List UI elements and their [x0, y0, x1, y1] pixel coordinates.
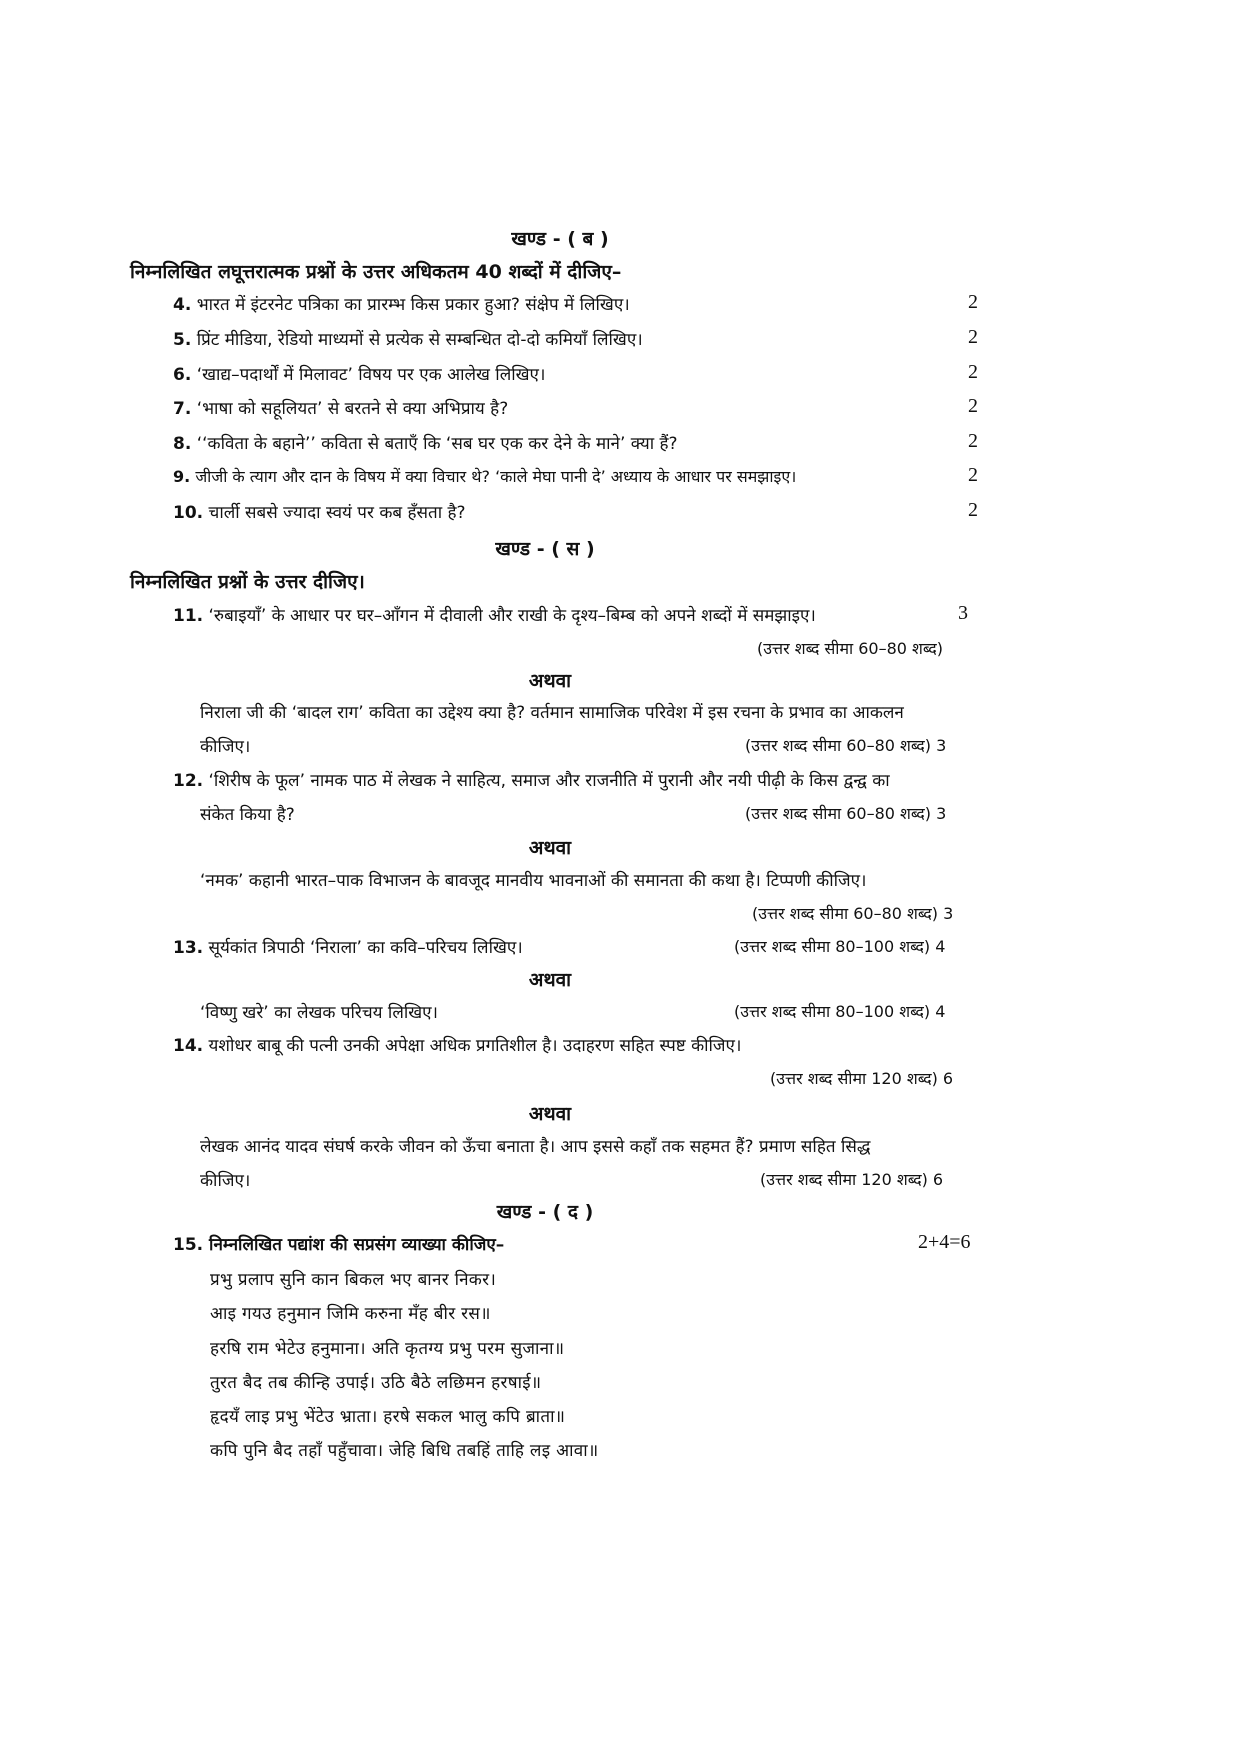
question-10	[173, 500, 466, 523]
question-11	[173, 603, 816, 626]
question-5-marks: 2	[968, 326, 978, 348]
question-text: ‘शिरीष के फूल’ नामक पाठ में लेखक ने साहित्य, समाज और राजनीति में पुरानी और नयी पीढ़ी के किस द्वन्द्व का	[208, 771, 890, 791]
section-c-instruction: निम्नलिखित प्रश्नों के उत्तर दीजिए।	[130, 571, 365, 593]
question-8	[173, 431, 678, 454]
question-number: 6.	[173, 365, 192, 385]
question-11-marks: 3	[958, 602, 968, 624]
question-6-marks: 2	[968, 361, 978, 383]
question-9-marks: 2	[968, 464, 978, 486]
or-label: अथवा	[528, 969, 572, 991]
question-12-line2: संकेत किया है?	[200, 805, 295, 825]
question-number: 12.	[173, 771, 204, 791]
question-number: 10.	[173, 503, 204, 523]
question-12	[173, 768, 890, 791]
question-13	[173, 935, 523, 958]
verse-line-1: प्रभु प्रलाप सुनि कान बिकल भए बानर निकर।	[210, 1270, 497, 1290]
question-number: 14.	[173, 1036, 204, 1056]
section-d-title: खण्ड - ( द )	[496, 1201, 594, 1223]
verse-line-4: तुरत बैद तब कीन्हि उपाई। उठि बैठे लछिमन हरषाई॥	[210, 1373, 542, 1393]
question-number: 13.	[173, 938, 204, 958]
question-11-alt-line2: कीजिए।	[200, 737, 251, 757]
question-15-marks: 2+4=6	[918, 1231, 971, 1253]
question-8-marks: 2	[968, 430, 978, 452]
question-number: 11.	[173, 606, 204, 626]
question-11-alt-word-limit: (उत्तर शब्द सीमा 60–80 शब्द) 3	[745, 736, 947, 755]
question-text: ‘‘कविता के बहाने’’ कविता से बताएँ कि ‘सब घर एक कर देने के माने’ क्या हैं?	[196, 434, 678, 454]
question-13-word-limit: (उत्तर शब्द सीमा 80–100 शब्द) 4	[734, 937, 946, 956]
question-11-alt-line1: निराला जी की ‘बादल राग’ कविता का उद्देश्य क्या है? वर्तमान सामाजिक परिवेश में इस रचना के प्रभाव का आकलन	[200, 703, 904, 723]
question-12-alt-word-limit: (उत्तर शब्द सीमा 60–80 शब्द) 3	[752, 904, 954, 923]
question-text: निम्नलिखित पद्यांश की सप्रसंग व्याख्या कीजिए–	[209, 1235, 505, 1255]
verse-line-6: कपि पुनि बैद तहाँ पहुँचावा। जेहि बिधि तबहिं ताहि लइ आवा॥	[210, 1441, 599, 1461]
section-b-instruction: निम्नलिखित लघूत्तरात्मक प्रश्नों के उत्तर अधिकतम 40 शब्दों में दीजिए–	[130, 261, 622, 283]
question-14-alt-word-limit: (उत्तर शब्द सीमा 120 शब्द) 6	[760, 1170, 944, 1189]
question-4-marks: 2	[968, 291, 978, 313]
question-14	[173, 1033, 741, 1056]
question-text: जीजी के त्याग और दान के विषय में क्या विचार थे? ‘काले मेघा पानी दे’ अध्याय के आधार पर समझाइए।	[195, 467, 797, 486]
question-text: भारत में इंटरनेट पत्रिका का प्रारम्भ किस प्रकार हुआ? संक्षेप में लिखिए।	[196, 295, 630, 315]
question-5	[173, 327, 643, 350]
question-14-alt-line1: लेखक आनंद यादव संघर्ष करके जीवन को ऊँचा बनाता है। आप इससे कहाँ तक सहमत हैं? प्रमाण सहित सिद्ध	[200, 1137, 871, 1157]
question-number: 5.	[173, 330, 192, 350]
question-12-alt: ‘नमक’ कहानी भारत–पाक विभाजन के बावजूद मानवीय भावनाओं की समानता की कथा है। टिप्पणी कीजिए।	[200, 871, 867, 891]
or-label: अथवा	[528, 1103, 572, 1125]
question-13-alt: ‘विष्णु खरे’ का लेखक परिचय लिखिए।	[200, 1003, 439, 1023]
question-14-alt-line2: कीजिए।	[200, 1171, 251, 1191]
verse-line-3: हरषि राम भेटेउ हनुमाना। अति कृतग्य प्रभु परम सुजाना॥	[210, 1339, 565, 1359]
question-9	[173, 465, 796, 487]
question-number: 9.	[173, 467, 191, 486]
question-6	[173, 362, 545, 385]
or-label: अथवा	[528, 670, 572, 692]
verse-line-2: आइ गयउ हनुमान जिमि करुना मँह बीर रस॥	[210, 1304, 491, 1324]
question-14-word-limit: (उत्तर शब्द सीमा 120 शब्द) 6	[770, 1069, 954, 1088]
question-4	[173, 292, 630, 315]
question-number: 15.	[173, 1235, 204, 1255]
question-13-alt-word-limit: (उत्तर शब्द सीमा 80–100 शब्द) 4	[734, 1002, 946, 1021]
question-text: ‘खाद्य–पदार्थों में मिलावट’ विषय पर एक आलेख लिखिए।	[196, 365, 546, 385]
question-7-marks: 2	[968, 395, 978, 417]
question-10-marks: 2	[968, 499, 978, 521]
question-text: सूर्यकांत त्रिपाठी ‘निराला’ का कवि–परिचय लिखिए।	[208, 938, 523, 958]
section-b-title: खण्ड - ( ब )	[511, 228, 609, 250]
verse-line-5: हृदयँ लाइ प्रभु भेंटेउ भ्राता। हरषे सकल भालु कपि ब्राता॥	[210, 1407, 566, 1427]
question-text: ‘भाषा को सहूलियत’ से बरतने से क्या अभिप्राय है?	[196, 399, 509, 419]
question-number: 7.	[173, 399, 192, 419]
or-label: अथवा	[528, 837, 572, 859]
question-12-word-limit: (उत्तर शब्द सीमा 60–80 शब्द) 3	[745, 804, 947, 823]
question-text: चार्ली सबसे ज्यादा स्वयं पर कब हँसता है?	[208, 503, 466, 523]
section-c-title: खण्ड - ( स )	[495, 538, 595, 560]
question-text: यशोधर बाबू की पत्नी उनकी अपेक्षा अधिक प्रगतिशील है। उदाहरण सहित स्पष्ट कीजिए।	[208, 1036, 742, 1056]
question-11-word-limit: (उत्तर शब्द सीमा 60–80 शब्द)	[757, 639, 943, 658]
question-15	[173, 1232, 504, 1255]
question-number: 8.	[173, 434, 192, 454]
question-text: प्रिंट मीडिया, रेडियो माध्यमों से प्रत्येक से सम्बन्धित दो-दो कमियाँ लिखिए।	[196, 330, 643, 350]
question-number: 4.	[173, 295, 192, 315]
question-text: ‘रुबाइयाँ’ के आधार पर घर–आँगन में दीवाली और राखी के दृश्य–बिम्ब को अपने शब्दों में समझाइए।	[208, 606, 816, 626]
question-7	[173, 396, 508, 419]
